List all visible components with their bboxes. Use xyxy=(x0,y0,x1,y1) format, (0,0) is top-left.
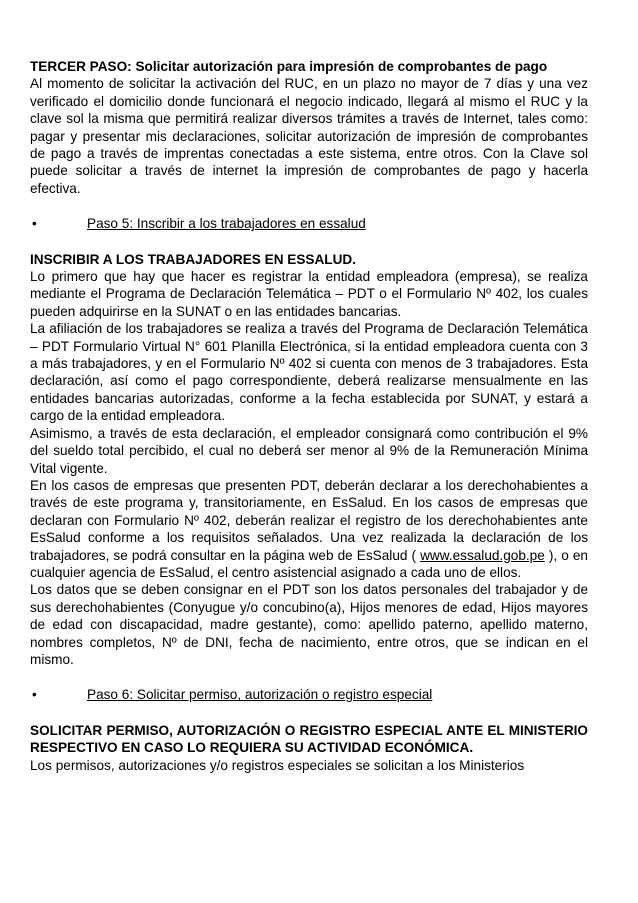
paragraph-4-text-before: En los casos de empresas que presenten PDT, deberán declarar a los derechohabientes a través de este programa y, transitoriamente, en EsSalud. En los casos de empresas que declaran con Formulario Nº 402, deberán realizar el registro de los derechohabientes ante EsSalud conforme a los requisitos señalados. Una vez realizada la declaración de los trabajadores, se podrá consultar en la página web de EsSalud ( xyxy=(30,477,588,563)
essalud-link[interactable]: www.essalud.gob.pe xyxy=(420,547,545,563)
section3-body: Al momento de solicitar la activación del RUC, en un plazo no mayor de 7 días y una vez verificado el domicilio donde funcionará el negocio indicado, llegará al mismo el RUC y la clave sol la misma que permitirá realizar diversos trámites a través de Internet, tales como: pagar y presentar mis declaraciones, solicitar autorización de impresión de comprobantes de pago a través de imprentas conectadas a este sistema, entre otros. Con la Clave sol puede solicitar a través de internet la impresión de comprobantes de pago y hacerla efectiva. xyxy=(30,76,588,196)
bullet-paso-6 xyxy=(30,686,588,703)
bullet-icon: • xyxy=(32,687,37,703)
section6-paragraph-1: Los permisos, autorizaciones y/o registros especiales se solicitan a los Ministerios xyxy=(30,757,525,773)
section5-paragraph-5: Los datos que se deben consignar en el PDT son los datos personales del trabajador y de sus derechohabientes (Conyugue y/o concubino(a), Hijos menores de edad, Hijos mayores de edad con discapacidad, madre gestante), como: apellido paterno, apellido materno, nombres completos, Nº de DNI, fecha de nacimiento, entre otros, que se indican en el mismo. xyxy=(30,582,588,667)
section5-paragraph-1: Lo primero que hay que hacer es registrar la entidad empleadora (empresa), se realiza mediante el Programa de Declaración Telemática – PDT o el Formulario Nº 402, los cuales pueden adquirirse en la SUNAT o en las entidades bancarias. xyxy=(30,269,588,319)
paso-6-label: Paso 6: Solicitar permiso, autorización o registro especial xyxy=(87,687,433,703)
section3-heading: TERCER PASO: Solicitar autorización para impresión de comprobantes de pago xyxy=(30,59,548,74)
paso-5-label: Paso 5: Inscribir a los trabajadores en essalud xyxy=(87,216,366,232)
bullet-paso-5 xyxy=(30,215,588,232)
bullet-icon: • xyxy=(32,216,37,232)
section6-heading: SOLICITAR PERMISO, AUTORIZACIÓN O REGISTRO ESPECIAL ANTE EL MINISTERIO RESPECTIVO EN CASO LO REQUIERA SU ACTIVIDAD ECONÓMICA. xyxy=(30,722,588,756)
section5-paragraph-4 xyxy=(30,477,588,581)
section5-paragraph-3: Asimismo, a través de esta declaración, el empleador consignará como contribución el 9% del sueldo total percibido, el cual no deberá ser menor al 9% de la Remuneración Mínima Vital vigente. xyxy=(30,425,588,476)
paragraph-4-text-after: ), o en cualquier agencia de EsSalud, el centro asistencial asignado a cada uno de ellos. xyxy=(30,547,588,580)
section5-heading: INSCRIBIR A LOS TRABAJADORES EN ESSALUD. xyxy=(30,251,357,267)
section5-paragraph-2: La afiliación de los trabajadores se realiza a través del Programa de Declaración Telemática – PDT Formulario Virtual N° 601 Planilla Electrónica, si la entidad empleadora cuenta con 3 a más trabajadores, y en el Formulario Nº 402 si cuenta con menos de 3 trabajadores. Esta declaración, así como el pago correspondiente, deberá realizarse mensualmente en las entidades bancarias autorizadas, conforme a la fecha establecida por SUNAT, y estará a cargo de la entidad empleadora. xyxy=(30,321,588,424)
document-page xyxy=(30,58,588,774)
